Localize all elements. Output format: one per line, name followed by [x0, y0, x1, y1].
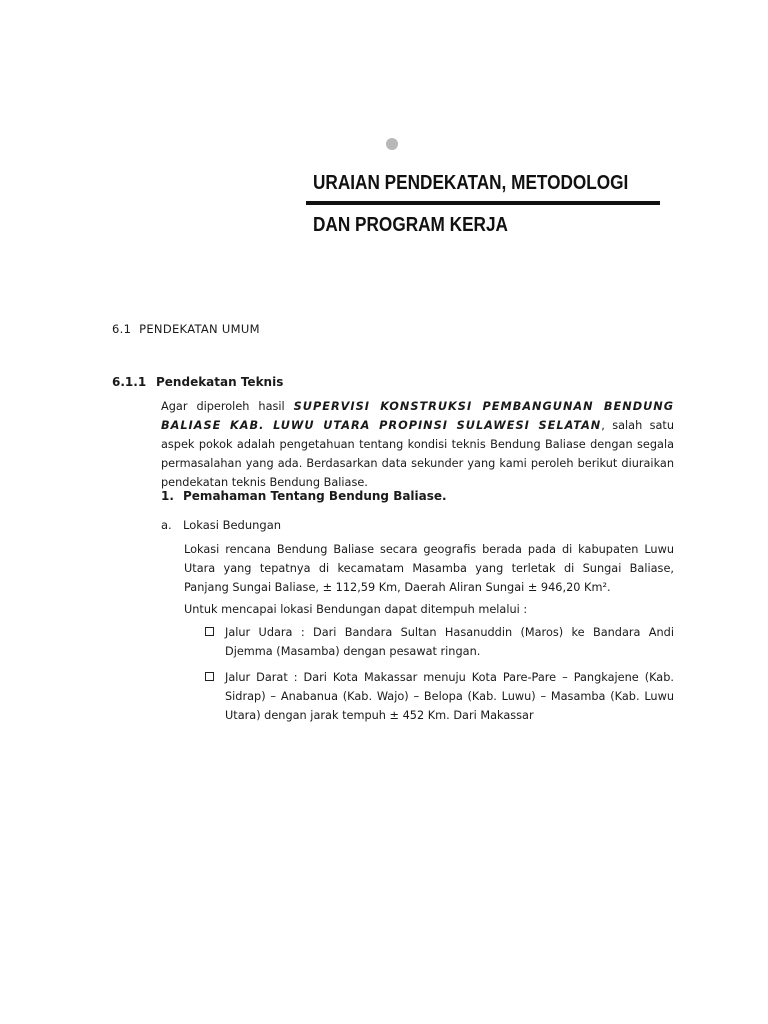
section-heading-6-1-1	[112, 375, 283, 389]
route-text: Jalur Darat : Dari Kota Makassar menuju Kota Pare-Pare – Pangkajene (Kab. Sidrap) – Anabanua (Kab. Wajo) – Belopa (Kab. Luwu) – Masamba (Kab. Luwu Utara) dengan jarak tempuh ± 452 Km. Dari Makassar	[225, 671, 674, 722]
decorative-dot	[386, 138, 398, 150]
list-item	[205, 668, 674, 725]
checkbox-bullet-icon	[205, 672, 214, 681]
intro-rest: , salah satu aspek pokok adalah pengetahuan tentang kondisi teknis Bendung Baliase dengan segala permasalahan yang ada. Berdasarkan data sekunder yang kami peroleh berikut diuraikan pendekatan teknis Bendung Baliase.	[161, 419, 674, 489]
item-1-number: 1.	[161, 489, 174, 503]
chapter-title-line2: DAN PROGRAM KERJA	[313, 214, 508, 236]
item-1-title: Pemahaman Tentang Bendung Baliase.	[183, 489, 447, 503]
intro-paragraph	[161, 397, 674, 492]
section-title: PENDEKATAN UMUM	[139, 322, 260, 336]
item-a-title: Lokasi Bedungan	[183, 518, 282, 532]
subsection-number: 6.1.1	[112, 375, 147, 389]
section-number: 6.1	[112, 322, 132, 336]
route-text: Jalur Udara : Dari Bandara Sultan Hasanuddin (Maros) ke Bandara Andi Djemma (Masamba) dengan pesawat ringan.	[225, 626, 674, 658]
intro-emphasis: SUPERVISI KONSTRUKSI PEMBANGUNAN BENDUNG BALIASE KAB. LUWU UTARA PROPINSI SULAWESI SELATAN	[161, 400, 674, 432]
intro-lead: Agar diperoleh hasil	[161, 400, 294, 413]
section-heading-6-1	[112, 322, 260, 336]
title-divider	[306, 201, 660, 205]
list-item	[205, 623, 674, 661]
subsection-title: Pendekatan Teknis	[156, 375, 284, 389]
chapter-title-line1: URAIAN PENDEKATAN, METODOLOGI	[313, 172, 629, 194]
checkbox-bullet-icon	[205, 627, 214, 636]
item-a-heading	[161, 518, 281, 532]
access-intro: Untuk mencapai lokasi Bendungan dapat ditempuh melalui :	[184, 603, 528, 616]
item-1-heading	[161, 489, 447, 503]
location-paragraph: Lokasi rencana Bendung Baliase secara geografis berada pada di kabupaten Luwu Utara yang tepatnya di kecamatam Masamba yang terletak di Sungai Baliase, Panjang Sungai Baliase, ± 112,59 Km, Daerah Aliran Sungai ± 946,20 Km².	[184, 543, 674, 594]
access-route-list	[205, 623, 674, 732]
item-a-number: a.	[161, 518, 172, 532]
